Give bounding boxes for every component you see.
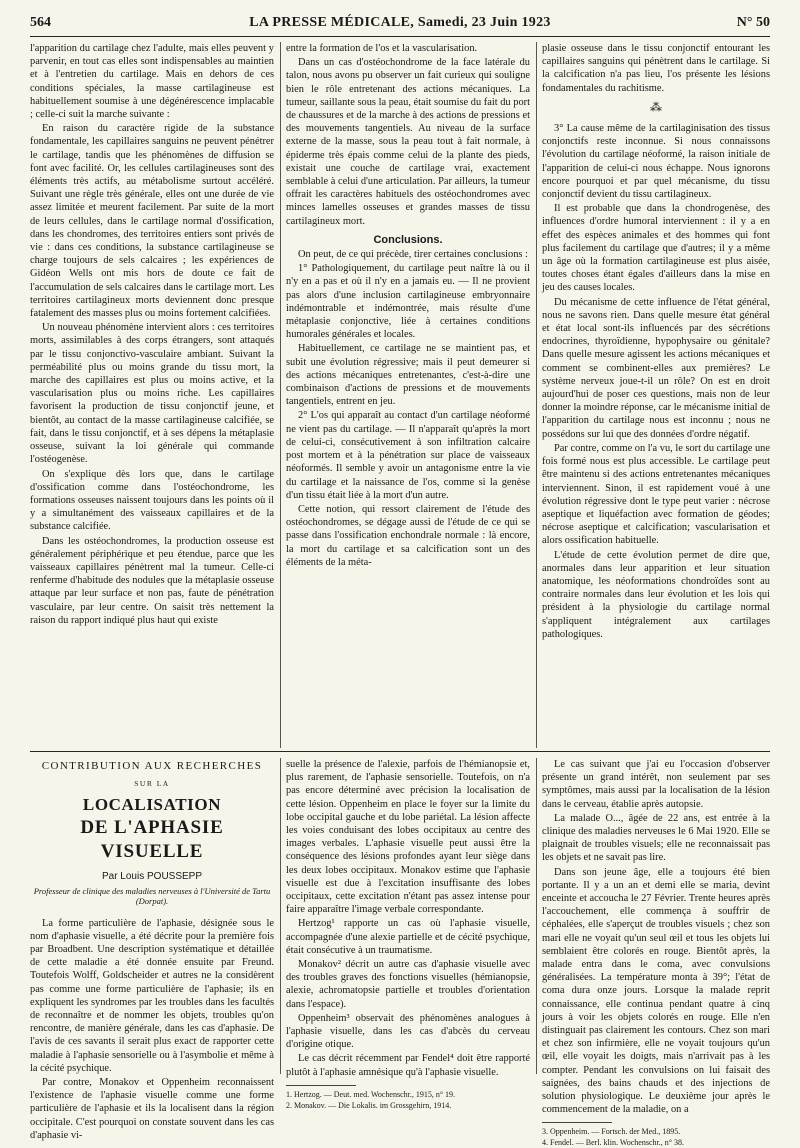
author-affiliation: Professeur de clinique des maladies nerveuses à l'Université de Tartu (Dorpat). [33,885,271,907]
paragraph: Hertzog¹ rapporte un cas où l'aphasie visuelle, accompagnée d'une alexie partielle et de cécité psychique, était consécutive à un traumatisme. [286,918,530,956]
top-column-2 [286,42,530,748]
paragraph: On s'explique dès lors que, dans le cartilage d'ossification comme dans l'ostéochondrome, les formations osseuses naissent toujours dans les points où il y a simultanément des vaisseaux capillaires et de la substance calcifiée. [30,468,274,533]
paragraph: Un nouveau phénomène intervient alors : ces territoires morts, assimilables à des corps étrangers, sont attaqués par le tissu conjonctivo-vasculaire ambiant. Suivant la perméabilité plus ou moins grande du tissu mort, la marche des capillaires est plus ou moins active, et la vascularisation plus ou moins riche. Les capillaires favorisent la production de tissu conjonctif jeune, et bientôt, au contact de la masse cartilagineuse calcifiée, se fait, dans le tissu conjonctif, et à ses dépens la métaplasie osseuse, suivant la loi générale qui commande l'ostéogenèse. [30,322,274,466]
footnote-rule [286,1085,356,1086]
column-rule [280,758,281,1074]
paragraph: Par contre, comme on l'a vu, le sort du cartilage une fois formé nous est plus accessible. Le cartilage peut être maintenu si des actions entretenantes mécaniques interviennent. Sinon, il est rapidement voué à une évolution régressive dont le type peut varier : nécrose aseptique et liquéfaction avec formation de géodes; nécrose aseptique et calcification; vascularisation et alors ossification habituelle. [542,442,770,547]
top-column-1 [30,42,274,748]
paragraph: En raison du caractère rigide de la substance fondamentale, les capillaires sanguins ne peuvent pénétrer le cartilage, tandis que les phénomènes de diffusion se font avec facilité. Or, les cellules cartilagineuses sont des éléments très actifs, au métabolisme surtout accéléré. Suivant une règle très générale, elles ont une durée de vie assez limitée et meurent facilement. Par suite de la mort de leurs cellules, dans le cartilage normal d'ossification, dans les chondromes, des territoires entiers sont privés de vie : dans ces conditions, la substance cartilagineuse se charge toujours de sels calcaires ; les expériences de Gidéon Wells ont mis hors de doute ce fait de l'accumulation de sels calcaires dans le cartilage mort. Les territoires cartilagineux morts deviennent donc presque fatalement des masses plus ou moins fortement calcifiées. [30,123,274,320]
paragraph: La malade O..., âgée de 22 ans, est entrée à la clinique des maladies nerveuses le 6 Mai 1920. Elle se plaignait de troubles visuels; elle ne reconnaissait pas les objets et ne savait pas lire. [542,812,770,864]
paragraph: entre la formation de l'os et la vascularisation. [286,43,478,54]
paragraph: Cette notion, qui ressort clairement de l'étude des ostéochondromes, se dégage aussi de l'étude de ce qui se passe dans l'ossification enchondrale normale : là encore, la mort du cartilage et sa calcification sont un des éléments de la méta- [286,503,530,568]
footnote: 4. Fendel. — Berl. klin. Wochenschr., n° 38. [542,1138,684,1148]
paragraph: l'apparition du cartilage chez l'adulte, mais elles peuvent y parvenir, en tout cas elles sont indispensables au maintien et à l'entretien du cartilage. Mais en dehors de ces conditions spéciales, la masse cartilagineuse est habituellement soumise à une dégénérescence implacable ; celle-ci suit la marche suivante : [30,43,274,121]
paragraph: Du mécanisme de cette influence de l'état général, nous ne savons rien. Dans quelle mesure état général et état local sont-ils influencés par des sécrétions endocrines, thyroïdienne, hypophysaire ou génitale? Dans quelle mesure agissent les actions mécaniques et comment se combinent-elles aux premières? Le système nerveux joue-t-il un rôle? On est en droit aujourd'hui de poser ces questions, mais non de leur donner la moindre réponse, car le mécanisme initial de l'apparition du cartilage nous est inconnu ; nous ne possédons sur lui que des données d'ordre négatif. [542,296,770,440]
footnote: 2. Monakov. — Die Lokalis. im Grossgehirn, 1914. [286,1100,452,1110]
conclusions-heading: Conclusions. [373,233,443,246]
paragraph: Dans un cas d'ostéochondrome de la face latérale du talon, nous avons pu observer un fait curieux qui souligne bien le rôle entretenant des actions mécaniques. La tumeur, saillante sous la peau, était soumise du fait du port de chaussures et de la marche à des actions de pressions et des mouvements tangentiels. Au niveau de la surface externe de la masse, sous la peau tout à fait normale, à épiderme très épais comme celui de la plante des pieds, existait une couche de cartilage vrai, exactement semblable à celui d'une articulation. Par ailleurs, la tumeur offrait les caractères habituels des ostéochondromes avec minces lamelles osseuses et grandes masses de tissu cartilagineux mort. [286,57,530,227]
article-column-1 [30,758,274,1141]
issue-number: N° 50 [736,15,770,30]
paragraph: Habituellement, ce cartilage ne se maintient pas, et subit une évolution régressive; mais il peut demeurer si des actions mécaniques entretenantes, c'est-à-dire une combinaison d'actions de pressions et de mouvements tangentiels, entrent en jeu. [286,343,530,408]
paragraph: On peut, de ce qui précède, tirer certaines conclusions : [298,249,528,261]
page-header [30,8,770,38]
column-rule [536,758,537,1074]
paragraph: Monakov² décrit un autre cas d'aphasie visuelle avec des troubles graves des fonctions visuelles (hémianopsie, alexie, achromatopsie partielle et troubles d'orientation dans l'espace). [286,959,530,1010]
footnote: 1. Hertzog. — Deut. med. Wochenschr., 1915, n° 19. [286,1089,456,1099]
paragraph: Dans son jeune âge, elle a toujours été bien portante. Il y a un an et demi elle se maria, devint enceinte et accoucha le 27 Février. Trente heures après l'accouchement, elle commença à souffrir de céphalées, elle s'aperçut de troubles visuels ; chez son mari elle ne voyait qu'un seul œil et tous les objets lui semblaient être colorés en rouge. Bientôt après, la malade entra dans le coma, avec convulsions généralisées. La température monta à 39°; l'état de coma dura onze jours. Lorsque la malade reprit connaissance, elle continua pendant quatre à cinq jours à voir les objets colorés en rouge. Elle n'en distinguait pas clairement les contours. Chez son mari et chez son infirmière, elle ne voyait toujours qu'un œil, elle voyait les doigts, mais n'arrivait pas à les compter. Pendant les convulsions on lui faisait des saignées, des bains chauds et des injections de solution physiologique. Le deuxième jour après le commencement de la maladie, on a [542,866,770,1116]
paragraph: Il est probable que dans la chondrogenèse, des influences d'ordre humoral interviennent : il y a en effet des espèces animales et des hommes qui font plus facilement du cartilage que d'autres; il y a même un âge où la formation cartilagineuse est plus aisée, toutes choses étant égales d'ailleurs dans la mise en jeu des causes locales. [542,203,770,294]
section-asterism: ⁂ [650,99,662,114]
top-column-3 [542,42,770,748]
article-kicker-sur: SUR LA [134,779,170,789]
paragraph: Par contre, Monakov et Oppenheim reconnaissent l'existence de l'aphasie visuelle comme une forme particulière de l'aphasie et ils la localisent dans la région occipitale. C'est pourquoi on constate souvent dans les cas d'aphasie vi- [30,1077,274,1141]
conclusion-2: 2° L'os qui apparaît au contact d'un cartilage néoformé ne vient pas du cartilage. — Il n'apparaît qu'après la mort de celui-ci, consécutivement à son infiltration calcaire post mortem et à la pénétration sur place de vaisseaux néoformés. Il semble y avoir un antagonisme entre la vie du cartilage et la naissance de l'os, comme si la genèse d'un tissu était liée à la mort d'un autre. [286,410,530,501]
paragraph: Oppenheim³ observait des phénomènes analogues à l'aphasie visuelle, dans les cas d'abcès du cerveau d'origine otique. [286,1012,530,1051]
article-column-3 [542,758,770,1148]
article-title-line-2: DE L'APHASIE VISUELLE [80,817,224,863]
article-author: Par Louis POUSSEPP [101,871,203,883]
article-column-2 [286,758,530,1110]
article-divider [30,751,770,752]
journal-title: LA PRESSE MÉDICALE, Samedi, 23 Juin 1923 [249,15,551,30]
footnote-rule [542,1122,612,1123]
article-heading [30,760,274,907]
paragraph: Le cas décrit récemment par Fendel⁴ doit être rapporté plutôt à l'aphasie amnésique qu'à l'aphasie visuelle. [286,1053,530,1078]
column-rule [280,42,281,748]
paragraph: suelle la présence de l'alexie, parfois de l'hémianopsie et, plus rarement, de l'aphasie sensorielle. Toutefois, on n'a pas encore déterminé avec précision la localisation de cette lésion. Oppenheim en place le foyer sur la limite du lobe occipital gauche et du lobe pariétal. La lésion affecte les voies conduisant des lobes occipitaux au centre des images verbales. L'aphasie visuelle peut aussi être la conséquence des lésions profondes ayant leur siège dans les deux lobes occipitaux. Monakov estime que l'aphasie visuelle est due à l'excitation insuffisante des lobes occipitaux, cette excitation n'étant pas assez intense pour faire apparaître l'image verbale correspondante. [286,759,530,916]
paragraph: Le cas suivant que j'ai eu l'occasion d'observer présente un grand intérêt, non seulement par ses symptômes, mais aussi par la localisation de la lésion dans le cerveau, établie après autopsie. [542,759,770,810]
conclusion-3: 3° La cause même de la cartilaginisation des tissus conjonctifs reste inconnue. Si nous connaissons l'évolution du cartilage néoformé, la raison initiale de l'apparition de celui-ci nous échappe. Nous ignorons encore pourquoi et par quel mécanisme, du tissu conjonctif devient du tissu cartilagineux. [542,123,770,201]
paragraph: plasie osseuse dans le tissu conjonctif entourant les capillaires sanguins qui pénètrent dans le cartilage. Si la calcification n'a pas lieu, l'os présente les lésions fondamentales du rachitisme. [542,43,770,94]
conclusion-1: 1° Pathologiquement, du cartilage peut naître là ou il n'y en a pas et où il n'y en a jamais eu. — Il ne provient pas alors d'une inclusion cartilagineuse embryonnaire indémontrable et indémontrée, mais résulte d'une métaplasie conjonctive, liée à certaines conditions humorales générales et locales. [286,263,530,341]
footnote: 3. Oppenheim. — Fortsch. der Med., 1895. [542,1127,681,1137]
paragraph: L'étude de cette évolution permet de dire que, anormales dans leur apparition et leur situation anatomique, les néoformations chondroïdes sont au contraire normales dans leur évolution et les lois qui président à la physiologie du cartilage normal s'appliquent intégralement aux cartilages pathologiques. [542,549,770,640]
paragraph: Dans les ostéochondromes, la production osseuse est généralement périphérique et peu étendue, parce que les vaisseaux capillaires pénètrent mal la tumeur. Celle-ci renferme d'habitude des nodules que la métaplasie osseuse attaque par leur surface et non pas, faute de pénétration vasculaire, par leur centre. On saisit très nettement la raison du rapport indiqué plus haut qui existe [30,535,274,626]
article-kicker: CONTRIBUTION AUX RECHERCHES [41,760,263,772]
paragraph: La forme particulière de l'aphasie, désignée sous le nom d'aphasie visuelle, a été décrite pour la première fois par Broadbent. Une description systématique et détaillée de cette maladie a été donnée ensuite par Freund. Toutefois Wolff, Goldscheider et autres ne la considèrent pas comme une forme particulière de l'aphasie; ils en expliquent les syndromes par les troubles dans les facultés de reconnaître et de nommer les objets, troubles qu'on rencontre, de manière générale, dans les cas d'aphasie. De l'avis de ces savants il serait plus exact de rapporter cette maladie à l'aphasie sensorielle ou à l'asymbolie et même à la cécité psychique. [30,917,274,1074]
page-number: 564 [30,15,51,30]
article-title-line-1: LOCALISATION [82,795,222,815]
header-rule [30,36,770,37]
column-rule [536,42,537,748]
